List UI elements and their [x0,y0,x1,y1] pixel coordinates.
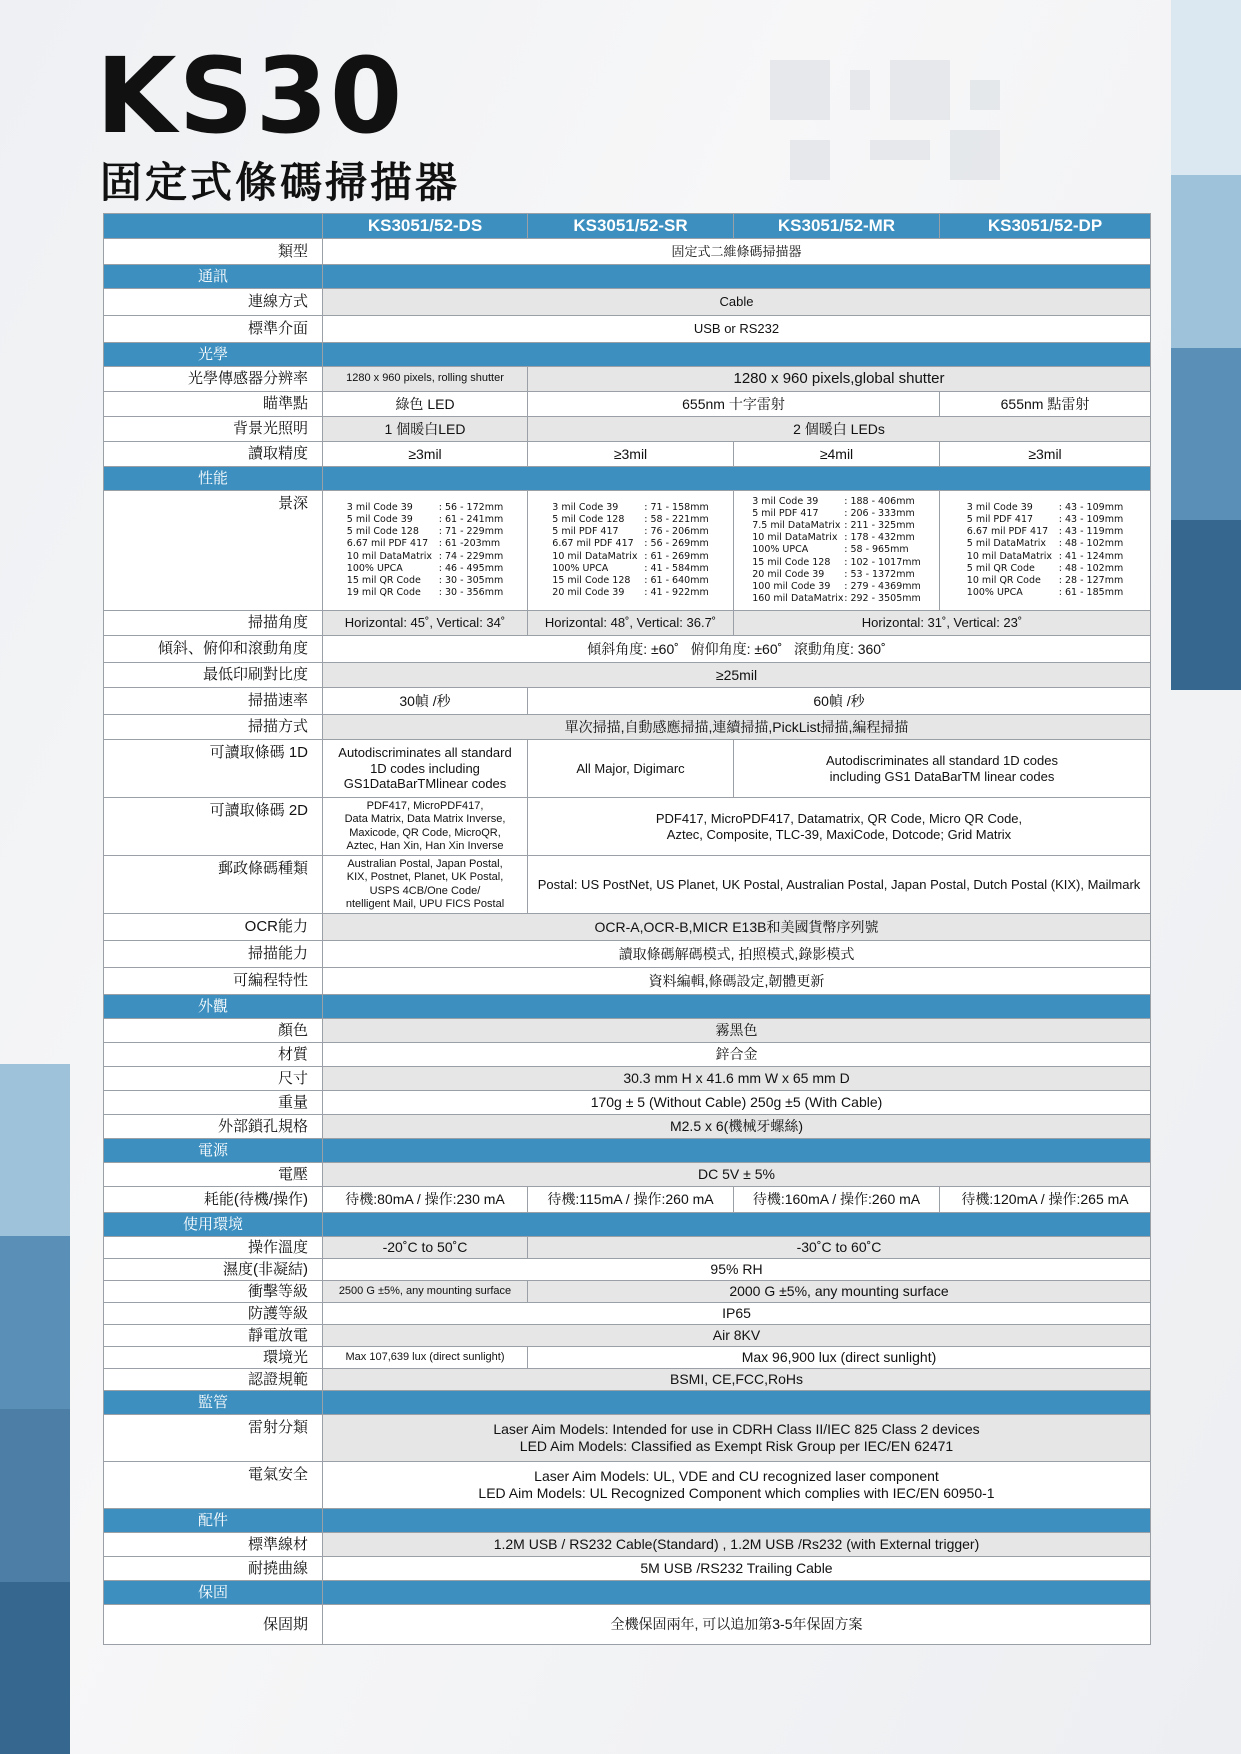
value-scan-ability: 讀取條碼解碼模式, 拍照模式,錄影模式 [323,941,1151,968]
dof-range: : 58 - 965mm [844,544,909,556]
value-laser-class: Laser Aim Models: Intended for use in CDRH Class II/IEC 825 Class 2 devices LED Aim Models: Classified as Exempt Risk Group per IEC/EN 62471 [323,1415,1151,1462]
dof-range: : 28 - 127mm [1058,574,1124,586]
label-curl-cable: 耐撓曲線 [104,1557,323,1581]
value-consumption-ds: 待機:80mA / 操作:230 mA [323,1187,528,1213]
row-scan-ability [104,941,1151,968]
left-accent-bar [0,1064,70,1754]
row-resolution [104,442,1151,467]
label-std-cable: 標準線材 [104,1533,323,1557]
row-dof [104,491,1151,611]
dof-range: : 71 - 229mm [438,526,504,538]
value-dof-dp [940,491,1151,611]
label-ambient: 環境光 [104,1347,323,1369]
value-ambient-ds: Max 107,639 lux (direct sunlight) [323,1347,528,1369]
row-humidity [104,1259,1151,1281]
dof-entry [552,514,708,526]
model-mr: KS3051/52-MR [734,214,940,239]
label-tilt: 傾斜、俯仰和滾動角度 [104,636,323,663]
dof-entry [347,587,503,599]
section-reg [104,1391,1151,1415]
dof-entry [552,502,708,514]
dof-symbology: 100% UPCA [752,544,809,556]
dof-symbology: 5 mil Code 128 [552,513,625,525]
dof-range: : 279 - 4369mm [844,581,921,592]
dof-entry [752,593,921,605]
dof-range: : 61 -203mm [438,538,501,550]
section-acc [104,1509,1151,1533]
dof-range: : 71 - 158mm [644,501,709,513]
dof-symbology: 6.67 mil PDF 417 [552,538,634,550]
row-consumption [104,1187,1151,1213]
label-codes-2d: 可讀取條碼 2D [104,798,323,856]
dof-symbology: 160 mil DataMatrix [752,593,844,605]
dof-entry [967,538,1123,550]
dof-symbology: 5 mil PDF 417 [552,526,619,538]
row-scan-rate [104,688,1151,715]
row-warranty-period [104,1605,1151,1645]
section-label-appearance: 外觀 [104,995,323,1019]
value-resolution-sr: ≥3mil [528,442,734,467]
section-label-acc: 配件 [104,1509,323,1533]
row-weight [104,1091,1151,1115]
label-cert: 認證規範 [104,1369,323,1391]
section-label-comm: 通訊 [104,265,323,289]
dof-symbology: 5 mil Code 128 [346,526,419,538]
dof-symbology: 19 mil QR Code [346,587,421,599]
dof-entry [552,563,708,575]
value-scan-angle-mrdp: Horizontal: 31˚, Vertical: 23˚ [734,611,1151,636]
label-sensor: 光學傳感器分辨率 [104,367,323,392]
dof-entry [967,587,1123,599]
dof-range: : 58 - 221mm [644,513,709,525]
dof-range: : 178 - 432mm [844,532,915,544]
row-color [104,1019,1151,1043]
label-laser-class: 雷射分類 [104,1415,323,1462]
dof-entry [347,514,503,526]
value-connection: Cable [323,289,1151,316]
dof-range: : 41 - 922mm [644,587,709,599]
value-codes-1d-mrdp: Autodiscriminates all standard 1D codes including GS1 DataBarTM linear codes [734,740,1151,798]
value-contrast: ≥25mil [323,663,1151,688]
dof-symbology: 10 mil DataMatrix [966,550,1053,562]
dof-range: : 43 - 119mm [1058,526,1124,538]
dof-range: : 48 - 102mm [1058,538,1124,550]
dof-symbology: 6.67 mil PDF 417 [346,538,429,550]
row-size [104,1067,1151,1091]
value-size: 30.3 mm H x 41.6 mm W x 65 mm D [323,1067,1151,1091]
value-illum-others: 2 個暖白 LEDs [528,417,1151,442]
value-tilt: 傾斜角度: ±60˚ 俯仰角度: ±60˚ 滾動角度: 360˚ [323,636,1151,663]
label-scan-angle: 掃描角度 [104,611,323,636]
row-laser-class [104,1415,1151,1462]
value-warranty-period: 全機保固兩年, 可以追加第3-5年保固方案 [323,1605,1151,1645]
value-esd: Air 8KV [323,1325,1151,1347]
row-esd [104,1325,1151,1347]
dof-entry [752,520,921,532]
dof-symbology: 10 mil DataMatrix [752,532,838,544]
row-material [104,1043,1151,1067]
dof-entry [967,502,1123,514]
section-warranty [104,1581,1151,1605]
value-shock-ds: 2500 G ±5%, any mounting surface [323,1281,528,1303]
section-label-env: 使用環境 [104,1213,323,1237]
value-ocr: OCR-A,OCR-B,MICR E13B和美國貨幣序列號 [323,914,1151,941]
product-subtitle: 固定式條碼掃描器 [100,158,461,207]
value-consumption-mr: 待機:160mA / 操作:260 mA [734,1187,940,1213]
dof-symbology: 10 mil DataMatrix [552,550,638,562]
dof-symbology: 15 mil QR Code [346,574,421,586]
label-aimer: 瞄準點 [104,392,323,417]
value-op-temp-others: -30˚C to 60˚C [528,1237,1151,1259]
row-codes-1d [104,740,1151,798]
dof-range: : 74 - 229mm [438,550,504,562]
label-shock: 衝擊等級 [104,1281,323,1303]
value-humidity: 95% RH [323,1259,1151,1281]
value-postal-others: Postal: US PostNet, US Planet, UK Postal, Australian Postal, Japan Postal, Dutch Postal (KIX), Mailmark [528,856,1151,914]
value-type: 固定式二維條碼掃描器 [323,239,1151,265]
row-contrast [104,663,1151,688]
value-illum-ds: 1 個暖白LED [323,417,528,442]
label-contrast: 最低印刷對比度 [104,663,323,688]
value-resolution-mr: ≥4mil [734,442,940,467]
section-env [104,1213,1151,1237]
dof-entry [347,551,503,563]
row-ambient [104,1347,1151,1369]
value-scan-angle-ds: Horizontal: 45˚, Vertical: 34˚ [323,611,528,636]
label-size: 尺寸 [104,1067,323,1091]
dof-entry [552,587,708,599]
row-scan-angle [104,611,1151,636]
dof-symbology: 10 mil QR Code [966,574,1041,586]
row-ip [104,1303,1151,1325]
label-interface: 標準介面 [104,316,323,343]
dof-entry [752,581,921,593]
row-std-cable [104,1533,1151,1557]
dof-symbology: 20 mil Code 39 [752,568,825,580]
row-voltage [104,1163,1151,1187]
value-consumption-sr: 待機:115mA / 操作:260 mA [528,1187,734,1213]
label-material: 材質 [104,1043,323,1067]
value-aimer-srmr: 655nm 十字雷射 [528,392,940,417]
row-curl-cable [104,1557,1151,1581]
value-color: 霧黑色 [323,1019,1151,1043]
dof-symbology: 3 mil Code 39 [552,501,619,513]
label-codes-1d: 可讀取條碼 1D [104,740,323,798]
model-header-row [104,214,1151,239]
dof-symbology: 15 mil Code 128 [552,574,631,586]
dof-symbology: 3 mil Code 39 [346,501,413,513]
row-cert [104,1369,1151,1391]
value-codes-2d-ds: PDF417, MicroPDF417, Data Matrix, Data Matrix Inverse, Maxicode, QR Code, MicroQR, Aztec, Han Xin, Han Xin Inverse [323,798,528,856]
value-dof-sr [528,491,734,611]
dof-entry [752,557,921,569]
model-ds: KS3051/52-DS [323,214,528,239]
row-tilt [104,636,1151,663]
dof-range: : 30 - 356mm [438,587,504,599]
label-ocr: OCR能力 [104,914,323,941]
qr-pattern-decoration [770,60,1040,190]
value-std-cable: 1.2M USB / RS232 Cable(Standard) , 1.2M USB /Rs232 (with External trigger) [323,1533,1151,1557]
dof-entry [347,575,503,587]
dof-range: : 56 - 269mm [644,538,709,550]
dof-symbology: 7.5 mil DataMatrix [752,519,841,531]
dof-entry [347,502,503,514]
section-optics [104,343,1151,367]
value-cert: BSMI, CE,FCC,RoHs [323,1369,1151,1391]
row-aimer [104,392,1151,417]
label-consumption: 耗能(待機/操作) [104,1187,323,1213]
row-sensor [104,367,1151,392]
value-elec-safety: Laser Aim Models: UL, VDE and CU recognized laser component LED Aim Models: UL Recognized Component which complies with IEC/EN 60950-1 [323,1462,1151,1509]
section-appearance [104,995,1151,1019]
dof-symbology: 5 mil DataMatrix [966,538,1046,550]
label-scan-mode: 掃描方式 [104,715,323,740]
label-esd: 靜電放電 [104,1325,323,1347]
value-voltage: DC 5V ± 5% [323,1163,1151,1187]
value-codes-1d-sr: All Major, Digimarc [528,740,734,798]
dof-range: : 61 - 640mm [644,574,709,586]
label-connection: 連線方式 [104,289,323,316]
value-interface: USB or RS232 [323,316,1151,343]
row-illum [104,417,1151,442]
section-label-warranty: 保固 [104,1581,323,1605]
dof-range: : 53 - 1372mm [844,568,915,580]
dof-symbology: 20 mil Code 39 [552,587,625,599]
dof-symbology: 3 mil Code 39 [966,501,1033,513]
value-scan-rate-ds: 30幀 /秒 [323,688,528,715]
label-scan-ability: 掃描能力 [104,941,323,968]
dof-range: : 61 - 269mm [644,550,709,562]
dof-symbology: 100% UPCA [346,562,403,574]
dof-entry [552,538,708,550]
row-ocr [104,914,1151,941]
header-blank [104,214,323,239]
row-elec-safety [104,1462,1151,1509]
row-op-temp [104,1237,1151,1259]
dof-range: : 41 - 124mm [1058,550,1124,562]
label-color: 顏色 [104,1019,323,1043]
dof-range: : 48 - 102mm [1058,562,1124,574]
label-warranty-period: 保固期 [104,1605,323,1645]
row-postal [104,856,1151,914]
label-op-temp: 操作溫度 [104,1237,323,1259]
dof-entry [752,532,921,544]
dof-range: : 188 - 406mm [844,495,915,507]
row-programmable [104,968,1151,995]
value-programmable: 資料編輯,條碼設定,韌體更新 [323,968,1151,995]
section-label-perf: 性能 [104,467,323,491]
label-voltage: 電壓 [104,1163,323,1187]
dof-range: : 41 - 584mm [644,562,709,574]
value-dof-ds [323,491,528,611]
section-comm [104,265,1151,289]
dof-range: : 46 - 495mm [438,562,504,574]
value-postal-ds: Australian Postal, Japan Postal, KIX, Postnet, Planet, UK Postal, USPS 4CB/One Code/ ntelligent Mail, UPU FICS Postal [323,856,528,914]
value-scan-mode: 單次掃描,自動感應掃描,連續掃描,PickList掃描,編程掃描 [323,715,1151,740]
label-dof: 景深 [104,491,323,611]
value-sensor-ds: 1280 x 960 pixels, rolling shutter [323,367,528,392]
dof-symbology: 5 mil PDF 417 [966,513,1034,525]
dof-entry [347,563,503,575]
value-dof-mr [734,491,940,611]
section-perf [104,467,1151,491]
value-codes-2d-others: PDF417, MicroPDF417, Datamatrix, QR Code, Micro QR Code, Aztec, Composite, TLC-39, MaxiCode, Dotcode; Grid Matrix [528,798,1151,856]
dof-range: : 43 - 109mm [1058,513,1124,525]
value-aimer-ds: 綠色 LED [323,392,528,417]
dof-entry [752,544,921,556]
value-resolution-dp: ≥3mil [940,442,1151,467]
dof-entry [752,569,921,581]
value-resolution-ds: ≥3mil [323,442,528,467]
label-programmable: 可編程特性 [104,968,323,995]
value-op-temp-ds: -20˚C to 50˚C [323,1237,528,1259]
value-ip: IP65 [323,1303,1151,1325]
dof-range: : 30 - 305mm [438,574,504,586]
label-ip: 防護等級 [104,1303,323,1325]
value-shock-others: 2000 G ±5%, any mounting surface [528,1281,1151,1303]
model-sr: KS3051/52-SR [528,214,734,239]
dof-entry [967,526,1123,538]
section-power [104,1139,1151,1163]
dof-symbology: 5 mil Code 39 [346,513,413,525]
dof-range: : 206 - 333mm [844,507,915,519]
dof-symbology: 15 mil Code 128 [752,556,831,568]
dof-entry [552,551,708,563]
label-postal: 郵政條碼種類 [104,856,323,914]
value-screw: M2.5 x 6(機械牙螺絲) [323,1115,1151,1139]
dof-entry [752,496,921,508]
label-illum: 背景光照明 [104,417,323,442]
value-sensor-others: 1280 x 960 pixels,global shutter [528,367,1151,392]
dof-symbology: 100% UPCA [966,587,1023,599]
row-scan-mode [104,715,1151,740]
row-interface [104,316,1151,343]
value-curl-cable: 5M USB /RS232 Trailing Cable [323,1557,1151,1581]
spec-table [103,213,1151,1645]
section-label-optics: 光學 [104,343,323,367]
label-type: 類型 [104,239,323,265]
model-dp: KS3051/52-DP [940,214,1151,239]
label-resolution: 讀取精度 [104,442,323,467]
row-shock [104,1281,1151,1303]
label-weight: 重量 [104,1091,323,1115]
dof-symbology: 5 mil QR Code [966,562,1035,574]
value-aimer-dp: 655nm 點雷射 [940,392,1151,417]
dof-range: : 76 - 206mm [644,526,709,538]
dof-range: : 61 - 241mm [438,513,504,525]
row-type [104,239,1151,265]
value-scan-rate-others: 60幀 /秒 [528,688,1151,715]
dof-entry [552,526,708,538]
dof-symbology: 3 mil Code 39 [752,495,819,507]
dof-range: : 61 - 185mm [1058,587,1124,599]
dof-entry [552,575,708,587]
dof-range: : 102 - 1017mm [844,556,921,568]
dof-range: : 43 - 109mm [1058,501,1124,513]
value-scan-angle-sr: Horizontal: 48˚, Vertical: 36.7˚ [528,611,734,636]
row-screw [104,1115,1151,1139]
value-codes-1d-ds: Autodiscriminates all standard 1D codes including GS1DataBarTMlinear codes [323,740,528,798]
dof-symbology: 6.67 mil PDF 417 [966,526,1049,538]
dof-symbology: 5 mil PDF 417 [752,507,819,519]
dof-symbology: 10 mil DataMatrix [346,550,433,562]
dof-entry [347,538,503,550]
dof-entry [967,551,1123,563]
product-title: KS30 [96,35,405,157]
label-humidity: 濕度(非凝結) [104,1259,323,1281]
dof-entry [967,575,1123,587]
dof-entry [752,508,921,520]
row-codes-2d [104,798,1151,856]
dof-range: : 292 - 3505mm [844,593,921,605]
value-ambient-others: Max 96,900 lux (direct sunlight) [528,1347,1151,1369]
value-weight: 170g ± 5 (Without Cable) 250g ±5 (With Cable) [323,1091,1151,1115]
dof-range: : 56 - 172mm [438,501,504,513]
row-connection [104,289,1151,316]
dof-symbology: 100% UPCA [552,562,609,574]
section-label-power: 電源 [104,1139,323,1163]
right-accent-bar [1171,0,1241,690]
dof-entry [967,563,1123,575]
value-consumption-dp: 待機:120mA / 操作:265 mA [940,1187,1151,1213]
section-label-reg: 監管 [104,1391,323,1415]
label-elec-safety: 電氣安全 [104,1462,323,1509]
dof-range: : 211 - 325mm [844,519,915,531]
label-scan-rate: 掃描速率 [104,688,323,715]
dof-entry [967,514,1123,526]
label-screw: 外部鎖孔規格 [104,1115,323,1139]
dof-symbology: 100 mil Code 39 [752,581,831,592]
value-material: 鋅合金 [323,1043,1151,1067]
dof-entry [347,526,503,538]
